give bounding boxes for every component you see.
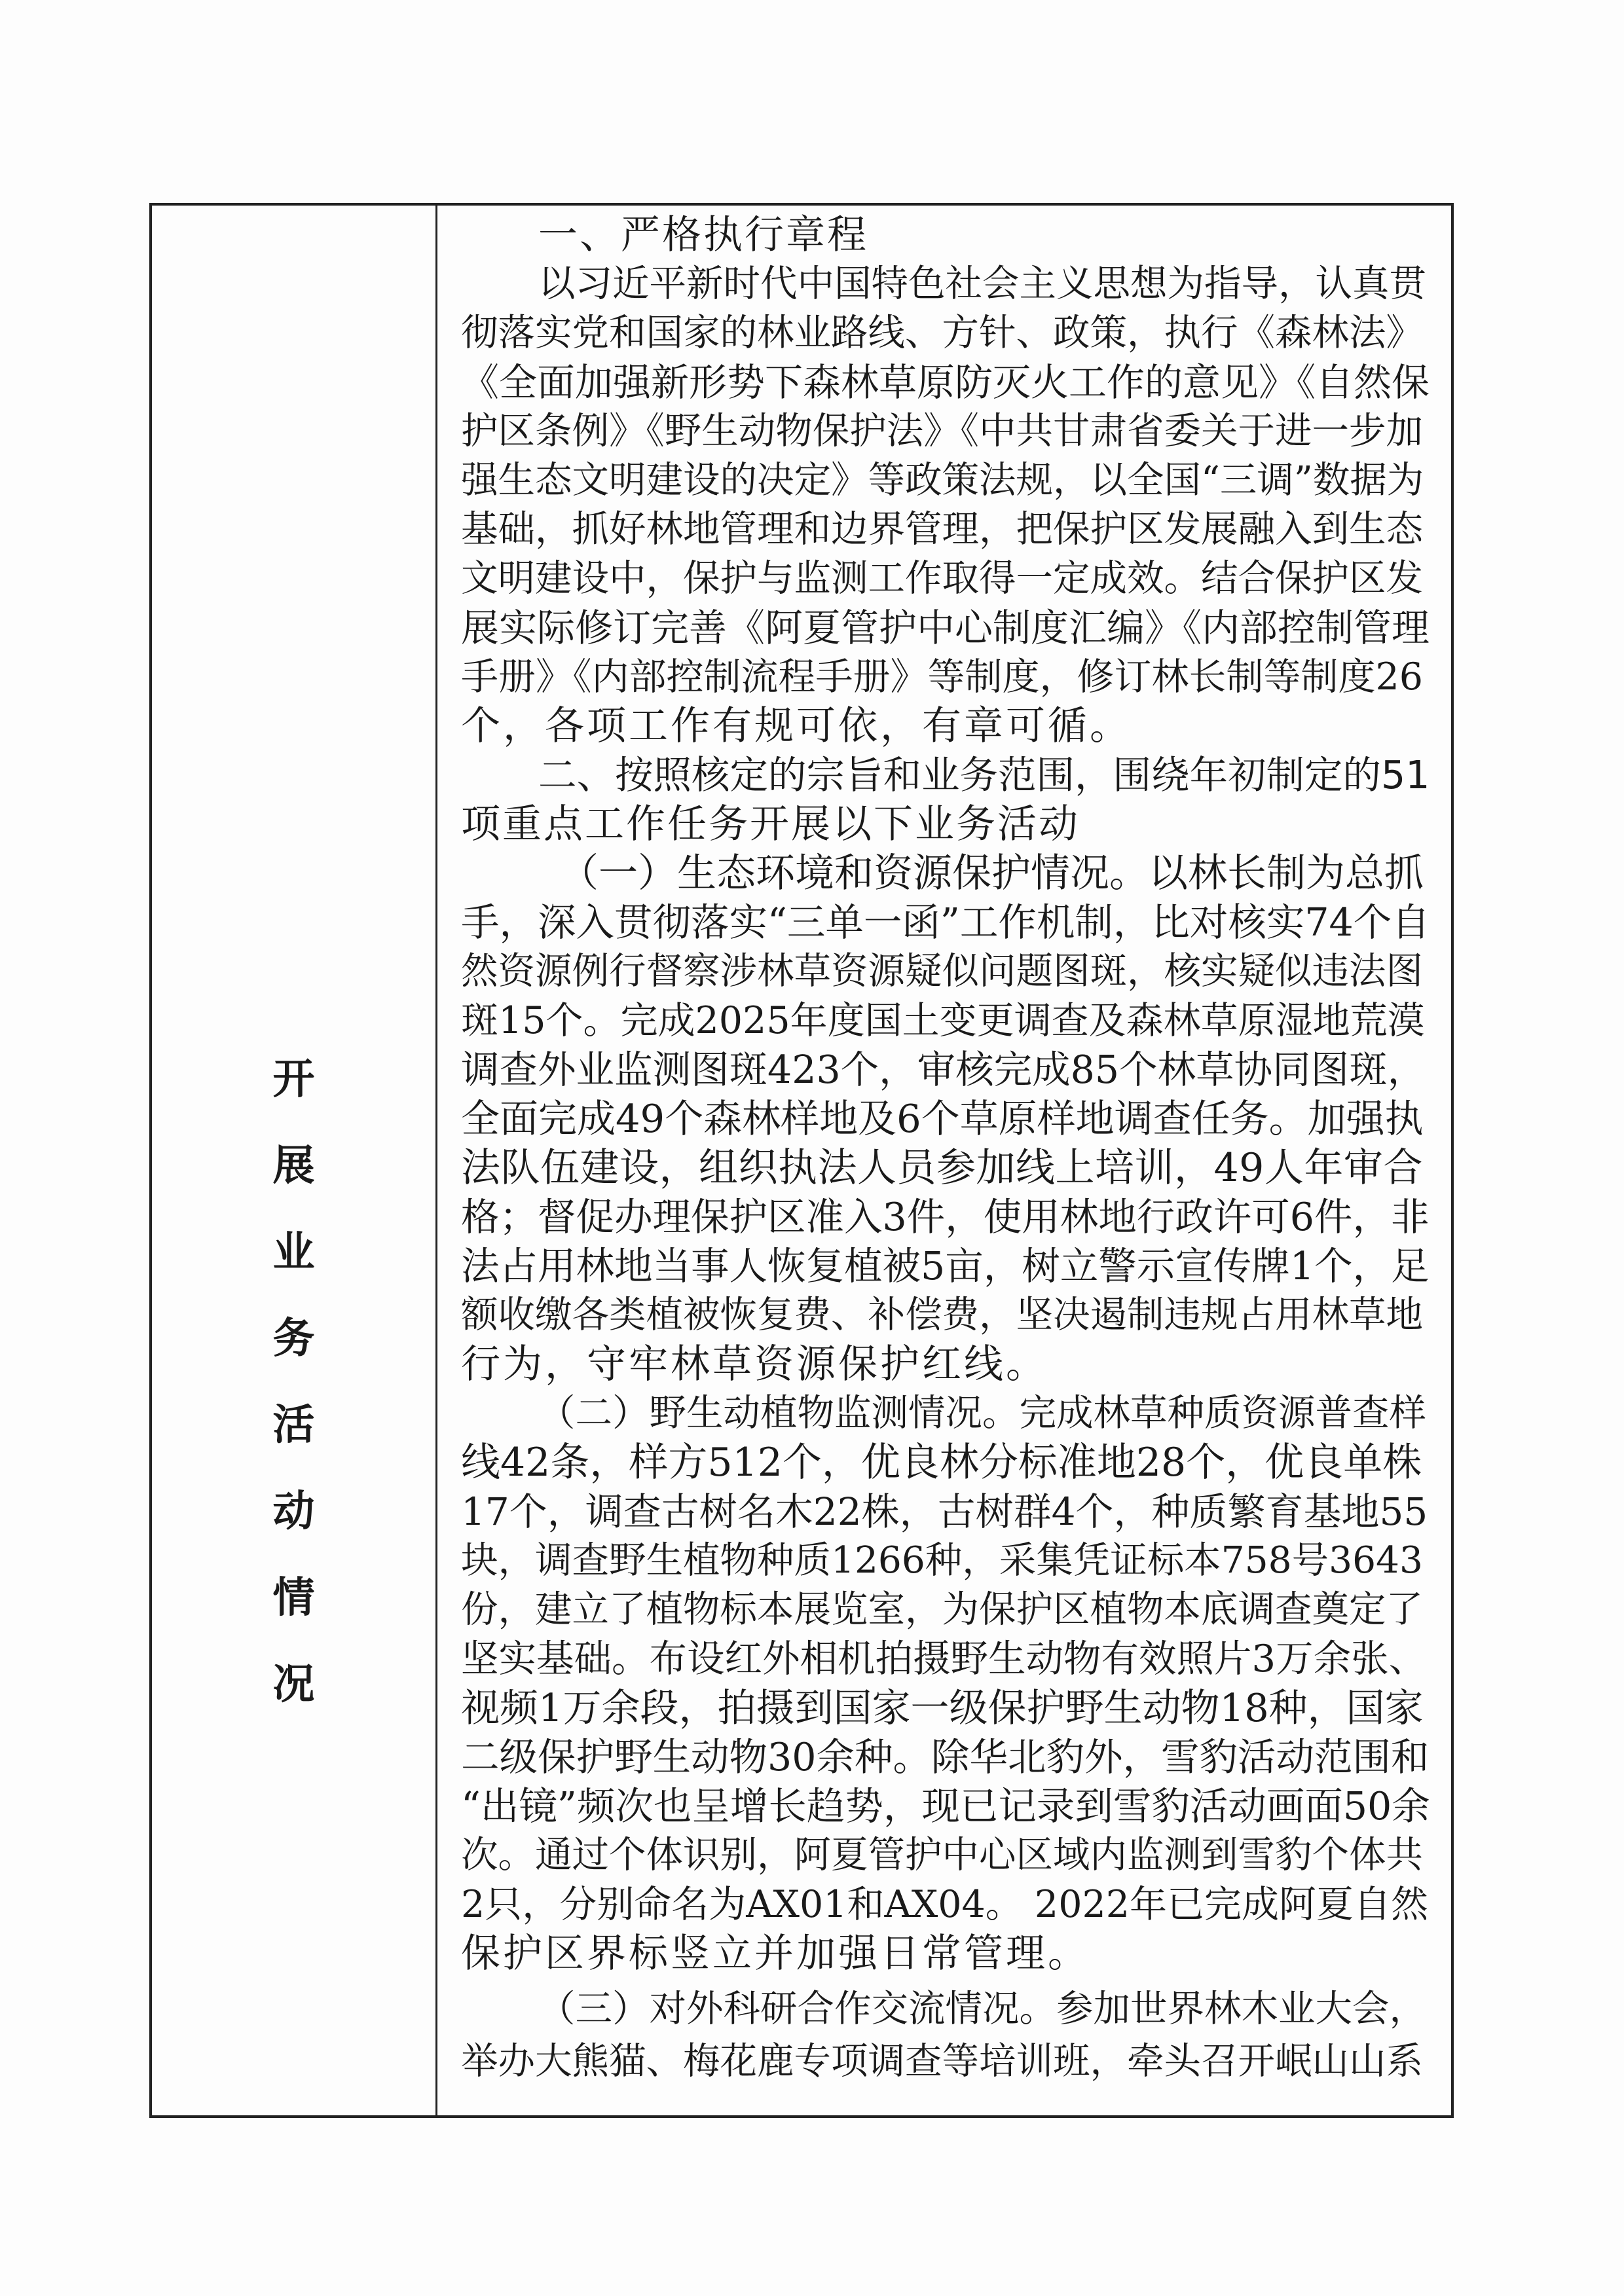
paragraph-line: 线42条，样方512个，优良林分标准地28个，优良单株 [461,1440,1422,1485]
paragraph-line: 展实际修订完善《阿夏管护中心制度汇编》《内部控制管理 [461,606,1430,650]
paragraph-line: 《全面加强新形势下森林草原防灭火工作的意见》《自然保 [461,360,1430,405]
paragraph-line: 调查外业监测图斑423个，审核完成85个林草协同图斑， [461,1048,1426,1092]
paragraph-line: 坚实基础。布设红外相机拍摄野生动物有效照片3万余张、 [461,1637,1427,1681]
paragraph-line: 额收缴各类植被恢复费、补偿费，坚决遏制违规占用林草地 [461,1294,1423,1336]
row-label-char: 情 [272,1574,315,1622]
paragraph-line: 份，建立了植物标本展览室，为保护区植物本底调查奠定了 [461,1588,1423,1631]
section-heading-1: 一、严格执行章程 [538,212,868,258]
paragraph-line: 强生态文明建设的决定》等政策法规，以全国“三调”数据为 [461,459,1424,501]
paragraph-line: 以习近平新时代中国特色社会主义思想为指导，认真贯 [538,263,1426,305]
activity-table [149,203,1454,2118]
paragraph-line: 次。通过个体识别，阿夏管护中心区域内监测到雪豹个体共 [461,1834,1423,1876]
paragraph-line: 行为，守牢林草资源保护红线。 [461,1341,1048,1387]
paragraph-line: 格；督促办理保护区准入3件，使用林地行政许可6件，非 [461,1195,1430,1239]
paragraph-line: 举办大熊猫、梅花鹿专项调查等培训班，牵头召开岷山山系 [461,2040,1423,2083]
paragraph-line: 文明建设中，保护与监测工作取得一定成效。结合保护区发 [461,557,1423,600]
paragraph-line: 视频1万余段，拍摄到国家一级保护野生动物18种，国家 [461,1685,1424,1730]
column-divider [435,206,437,2115]
paragraph-line: 斑15个。完成2025年度国土变更调查及森林草原湿地荒漠 [461,999,1425,1042]
paragraph-line: 基础，抓好林地管理和边界管理，把保护区发展融入到生态 [461,508,1423,551]
paragraph-line: （二）野生动植物监测情况。完成林草种质资源普查样 [538,1392,1426,1434]
paragraph-line: 二级保护野生动物30余种。除华北豹外，雪豹活动范围和 [461,1735,1430,1779]
section-heading-2: 二、按照核定的宗旨和业务范围，围绕年初制定的51 [538,753,1430,797]
paragraph-line: 个，各项工作有规可依，有章可循。 [461,703,1132,749]
paragraph-line: 法占用林地当事人恢复植被5亩，树立警示宣传牌1个，足 [461,1244,1430,1288]
paragraph-line: （三）对外科研合作交流情况。参加世界林木业大会， [538,1988,1426,2030]
row-label-char: 动 [272,1487,315,1536]
section-heading-2-cont: 项重点工作任务开展以下业务活动 [461,801,1080,847]
paragraph-line: 保护区界标竖立并加强日常管理。 [461,1931,1090,1977]
paragraph-line: 彻落实党和国家的林业路线、方针、政策，执行《森林法》 [461,312,1423,354]
paragraph-line: 护区条例》《野生动物保护法》《中共甘肃省委关于进一步加 [461,410,1423,452]
row-label-char: 业 [272,1228,315,1277]
paragraph-line: 17个，调查古树名木22株，古树群4个，种质繁育基地55 [461,1489,1428,1534]
paragraph-line: （一）生态环境和资源保护情况。以林长制为总抓 [559,850,1424,896]
paragraph-line: 块，调查野生植物种质1266种，采集凭证标本758号3643 [461,1539,1423,1582]
paragraph-line: 2只，分别命名为AX01和AX04。 2022年已完成阿夏自然 [461,1883,1428,1926]
row-label-char: 况 [272,1660,315,1709]
paragraph-line: “出镜”频次也呈增长趋势，现已记录到雪豹活动画面50余 [461,1784,1430,1829]
paragraph-line: 法队伍建设，组织执法人员参加线上培训，49人年审合 [461,1145,1423,1191]
paragraph-line: 手册》《内部控制流程手册》等制度，修订林长制等制度26 [461,655,1424,699]
row-label-char: 开 [272,1055,315,1104]
paragraph-line: 全面完成49个森林样地及6个草原样地调查任务。加强执 [461,1096,1424,1141]
paragraph-line: 手，深入贯彻落实“三单一函”工作机制，比对核实74个自 [461,900,1430,945]
row-label-char: 活 [272,1401,315,1449]
paragraph-line: 然资源例行督察涉林草资源疑似问题图斑，核实疑似违法图 [461,950,1423,993]
row-label-cell [152,206,435,2115]
row-label-char: 展 [272,1142,315,1190]
row-label-char: 务 [272,1315,315,1363]
content-cell [461,206,1443,2115]
